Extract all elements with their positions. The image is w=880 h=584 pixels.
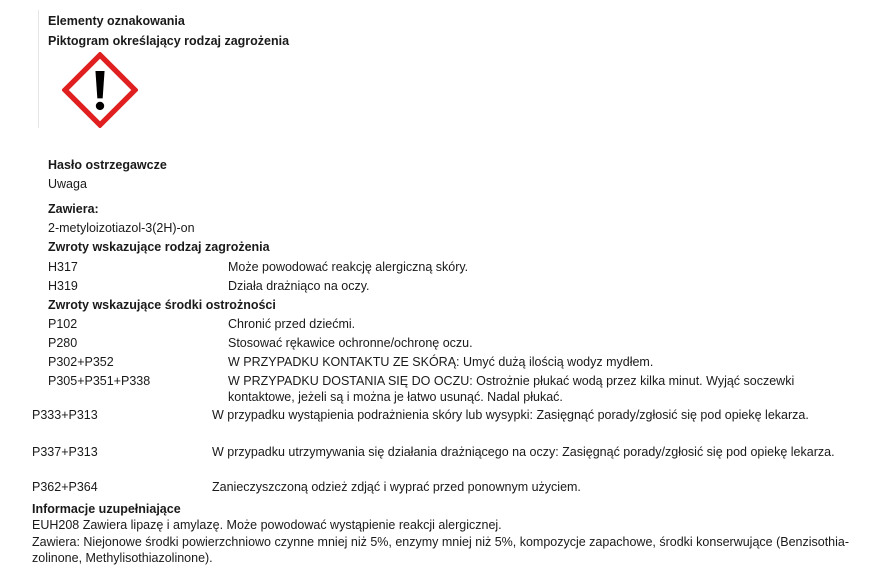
precautionary-statements-heading: Zwroty wskazujące środki ostrożności [48,298,276,312]
label-elements-heading: Elementy oznakowania [48,14,185,28]
precaution-code: P302+P352 [48,355,114,369]
precaution-text: Chronić przed dziećmi. [228,317,356,331]
supplementary-heading: Informacje uzupełniające [32,502,181,516]
supplementary-line: zolinone, Methylisothiazolinone). [32,551,213,565]
supplementary-line: EUH208 Zawiera lipazę i amylazę. Może powodować wystąpienie reakcji alergicznej. [32,518,502,532]
supplementary-line: Zawiera: Niejonowe środki powierzchniowo czynne mniej niż 5%, enzymy mniej niż 5%, kompozycje zapachowe, środki konserwujące (Benzisothia- [32,535,850,549]
margin-rule [38,10,39,128]
hazard-text: Może powodować reakcję alergiczną skóry. [228,260,469,274]
precaution-text: W przypadku wystąpienia podrażnienia skóry lub wysypki: Zasięgnąć porady/zgłosić się pod opiekę lekarza. [212,408,809,422]
exclamation-mark-diamond-icon [62,52,138,128]
hazard-code: H319 [48,279,78,293]
precaution-text: Stosować rękawice ochronne/ochronę oczu. [228,336,473,350]
hazard-statements-heading: Zwroty wskazujące rodzaj zagrożenia [48,240,270,254]
precaution-code: P305+P351+P338 [48,374,151,388]
contains-value: 2-metyloizotiazol-3(2H)-on [48,221,195,235]
precaution-text: Zanieczyszczoną odzież zdjąć i wyprać przed ponownym użyciem. [212,480,581,494]
precaution-text: W PRZYPADKU KONTAKTU ZE SKÓRĄ: Umyć dużą ilością wodyz mydłem. [228,355,654,369]
precaution-code: P333+P313 [32,408,98,422]
precaution-code: P102 [48,317,78,331]
signal-word-value: Uwaga [48,177,87,191]
contains-heading: Zawiera: [48,202,99,216]
precaution-code: P280 [48,336,78,350]
precaution-text: W przypadku utrzymywania się działania drażniącego na oczy: Zasięgnąć porady/zgłosić się pod opiekę lekarza. [212,445,835,459]
hazard-code: H317 [48,260,78,274]
precaution-text-line1: W PRZYPADKU DOSTANIA SIĘ DO OCZU: Ostrożnie płukać wodą przez kilka minut. Wyjąć soczewki [228,374,795,388]
precaution-code: P362+P364 [32,480,98,494]
hazard-text: Działa drażniąco na oczy. [228,279,370,293]
precaution-text-line2: kontaktowe, jeżeli są i można je łatwo usunąć. Nadal płukać. [228,390,563,404]
signal-word-heading: Hasło ostrzegawcze [48,158,167,172]
pictogram-heading: Piktogram określający rodzaj zagrożenia [48,34,290,48]
precaution-code: P337+P313 [32,445,98,459]
